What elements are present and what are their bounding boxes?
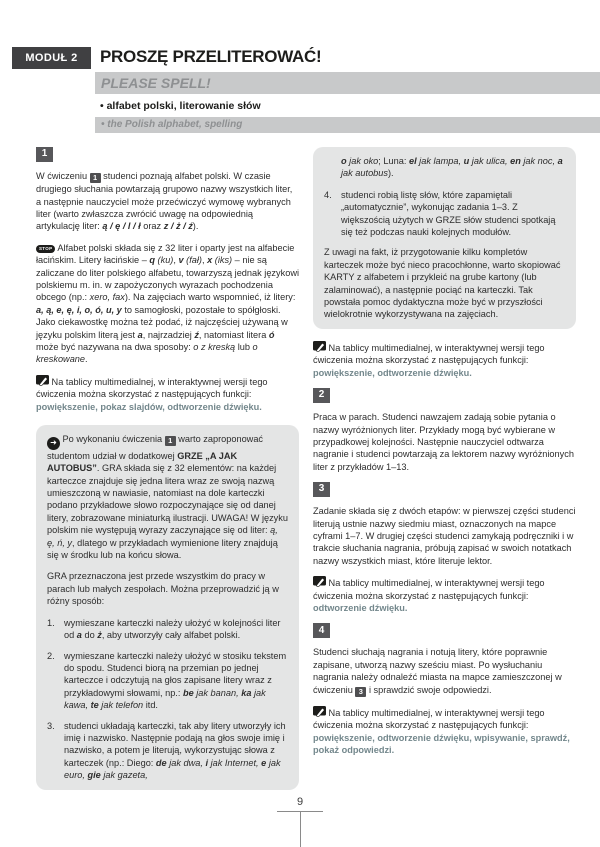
text-run: oraz (140, 221, 164, 232)
list-item (324, 189, 565, 239)
text-run: o (341, 156, 347, 166)
interactive-board-icon (36, 375, 49, 388)
two-column-body (36, 147, 576, 790)
section-1-badge: 1 (36, 147, 53, 162)
text-run: ka (241, 687, 252, 698)
subtitle-band (95, 72, 600, 94)
text-run: jak telefon (98, 700, 144, 711)
text-run: powiększenie, pokaz slajdów, odtworzenie dźwięku. (36, 401, 262, 412)
text-run: a (557, 156, 563, 166)
text-run: Zadanie składa się z dwóch etapów: w pierwszej części studenci literują ustnie nazwy siedmiu miast, oznaczonych na mapce cyframi 1–7. W drugiej części studenci zamykają podręczniki i w trakcie słuchania nagrania, próbują zapisać w swoich notatkach nazwy wszystkich miast, które literuje lektor. (313, 506, 576, 566)
list-item-text (64, 650, 288, 712)
text-run: powiększenie, odtworzenie dźwięku, wpisywanie, sprawdź, pokaż odpowiedzi. (313, 732, 570, 756)
text-run: studenci robią listę słów, które zapamiętali „automatycznie”, wykonując zadania 1–3. Z większością użytych w GRZE słów studenci spotkają się też podczas nauki kolejnych modułów. (341, 189, 556, 238)
section-2-badge: 2 (313, 388, 330, 403)
text-run: odtworzenie dźwięku. (313, 602, 408, 613)
text-run: jak noc, (520, 156, 558, 166)
text-run: jak Internet, (208, 757, 262, 768)
text-run: Alfabet polski składa się z 32 liter i oparty jest na alfabecie łacińskim. Litery łacińskie – (36, 242, 295, 266)
game-tip-box-left (36, 425, 299, 789)
text-run: jak autobus (341, 168, 388, 179)
text-run: ). (388, 168, 394, 179)
text-run: u (463, 156, 470, 166)
text-run: i (205, 757, 209, 768)
text-run: te (90, 700, 99, 711)
list-item-text (341, 189, 565, 239)
text-run: ź (194, 329, 199, 340)
list-marker: 1. (47, 617, 55, 628)
text-run: gie (87, 770, 101, 781)
text-run: . GRA składa się z 32 elementów: na każdej karteczce znajduje się jedna litera wraz ze swoją nazwą umieszczoną w nawiasie, natomiast na dole karteczki podano przykładowe słowo rozpoczynające się od danej litery, zobrazowane miniaturką ilustracji. UWAGA! W języku polskim nie występują wyrazy zaczynające się od liter: (47, 463, 288, 536)
text-run: , (201, 255, 208, 266)
text-run: jak banan, (193, 687, 242, 698)
text-run: Studenci słuchają nagrania i notują litery, które poprawnie zapisane, utworzą nazwy sześciu miast. Po wysłuchaniu nagrania należy odnaleźć miasta na mapce zamieszczonej w ćwiczeniu (313, 647, 562, 695)
text-run: a (137, 329, 143, 340)
text-run: ą, ę, ń, y (47, 525, 278, 548)
text-run: Na tablicy multimedialnej, w interaktywnej wersji tego ćwiczenia można skorzystać z następujących funkcji: (36, 376, 268, 400)
crop-mark-vertical (300, 812, 301, 847)
text-run: może być nazywana na dwa sposoby: (36, 342, 194, 353)
text-run: Na tablicy multimedialnej, w interaktywnej wersji tego ćwiczenia można skorzystać z następujących funkcji: (313, 707, 545, 731)
text-run: jak lampa, (416, 156, 464, 166)
text-run: powiększenie, odtworzenie dźwięku. (313, 367, 472, 378)
list-item-text (64, 617, 288, 642)
text-run: (iks) (212, 255, 233, 266)
text-run: , natomiast litera (198, 329, 269, 340)
text-run: en (510, 156, 521, 166)
text-run: jak kawa, (64, 687, 266, 711)
topic-line-en: • the Polish alphabet, spelling (101, 119, 243, 130)
text-run: Na tablicy multimedialnej, w interaktywnej wersji tego ćwiczenia można skorzystać z następujących funkcji: (313, 342, 545, 366)
list-item (47, 617, 288, 642)
section-3-badge: 3 (313, 482, 330, 497)
text-run: GRA przeznaczona jest przede wszystkim do pracy w parach lub małych zespołach. Można przeprowadzić ją w różny sposób: (47, 571, 279, 607)
text-run: (ku) (154, 255, 174, 266)
text-run: Praca w parach. Studenci nawzajem zadają sobie pytania o nazwy wyróżnionych liter. Przykłady mogą być wybierane w przypadkowej kolejności. Następnie nauczyciel odtwarza nagranie i studenci powtarzają za lektorem nazwy wyróżnionych liter z przykładów 1–13. (313, 412, 574, 472)
text-run: a (76, 630, 82, 641)
text-run: W ćwiczeniu (36, 171, 90, 181)
text-run: studenci układają karteczki, tak aby litery utworzyły ich imię i nazwisko. Następnie podają na głos swoje imię i nazwisko, a potem je literują, wykorzystując słowa z karteczek (np.: Diego: (64, 720, 286, 768)
text-run: jak ulica, (469, 156, 511, 166)
text-run: wymieszane karteczki należy ułożyć w stosiku tekstem do spodu. Studenci biorą na przemian po jednej karteczce i odczytują na głos zapisane litery wraz z przykładowymi słowami, np.: (64, 650, 287, 698)
game-tip-box-right (313, 147, 576, 329)
paragraph-exercise-1-intro (36, 170, 299, 233)
text-run: Na tablicy multimedialnej, w interaktywnej wersji tego ćwiczenia można skorzystać z następujących funkcji: (313, 578, 545, 601)
text-run: ą / ę / l / ł (102, 221, 141, 232)
paragraph-game-intro (47, 433, 288, 561)
right-column (313, 147, 576, 790)
paragraph-cards-advice (324, 246, 565, 320)
text-run: i sprawdzić swoje odpowiedzi. (366, 684, 492, 695)
page-subtitle-en: PLEASE SPELL! (101, 75, 211, 91)
inline-exercise-badge: 1 (165, 436, 176, 446)
left-column (36, 147, 299, 790)
interactive-board-icon (313, 576, 326, 589)
text-run: xero, fax (89, 292, 125, 303)
text-run: do (81, 630, 98, 641)
text-run: itd. (143, 700, 158, 711)
text-run: to samogłoski, pozostałe to spółgłoski. Jako ciekawostkę można też podać, iż najczęściej używaną w języku polskim literą jest (36, 304, 288, 340)
text-run: ó (268, 329, 275, 340)
text-run: , (173, 255, 179, 266)
list-item (47, 650, 288, 712)
paragraph-board-functions-4 (313, 706, 576, 757)
paragraph-exercise-4 (313, 646, 576, 696)
list-item (47, 720, 288, 782)
text-run: , aby utworzyły cały alfabet polski. (101, 630, 241, 641)
text-run: jak gazeta, (100, 770, 148, 781)
arrow-icon: ➜ (47, 437, 60, 450)
text-run: jak euro, (64, 757, 281, 781)
text-run: warto zaproponować studentom udział w dodatkowej (47, 434, 264, 461)
text-run: z / ż / ź (163, 221, 193, 232)
text-run: GRZE „A JAK AUTOBUS” (47, 450, 238, 474)
text-run: jak dwa, (166, 757, 206, 768)
inline-exercise-badge: 3 (355, 687, 366, 697)
page-number: 9 (296, 796, 304, 808)
interactive-board-icon (313, 341, 326, 354)
paragraph-exercise-2 (313, 411, 576, 473)
paragraph-stop-note (36, 242, 299, 366)
paragraph-board-functions-1 (36, 375, 299, 413)
text-run: o kreskowane (36, 342, 258, 365)
text-run: q (149, 255, 155, 266)
list-item-text (64, 720, 288, 782)
text-run: Z uwagi na fakt, iż przygotowanie kilku kompletów karteczek może być nieco pracochłonne, warto skopiować KARTY z alfabetem i przykleić na grube kartony (lub zalaminować), a następnie pociąć na karteczki. Tak powstała pomoc dydaktyczna może być w przyszłości wielokrotnie wykorzystywana na zajęciach. (324, 247, 561, 320)
text-run: ). Na zajęciach warto wspomnieć, iż litery: (124, 292, 296, 303)
text-run: studenci poznają alfabet polski. W czasie drugiego słuchania powtarzają grupowo nazwy wszystkich liter, a następnie nauczyciel może przećwiczyć wymowę wybranych liter (warto zwłaszcza zwrócić uwagę na odpowiednią artykulację liter: (36, 171, 293, 232)
text-run: a, ą, e, ę, i, o, ó, u, y (36, 304, 122, 315)
text-run: , najrzadziej (142, 329, 195, 340)
paragraph-board-functions-2 (313, 341, 576, 379)
text-run: wymieszane karteczki należy ułożyć w kolejności liter od (64, 617, 281, 641)
text-run: Po wykonaniu ćwiczenia (60, 434, 165, 445)
text-run: o z kreską (193, 342, 236, 353)
text-run: e (261, 757, 267, 768)
text-run: . (85, 354, 88, 365)
topic-line-pl: • alfabet polski, literowanie słów (100, 100, 261, 112)
text-run: , dlatego w przykładach wymienione litery znajdują się w środku lub na końcu słowa. (47, 537, 278, 561)
text-run: – nie są zaliczane do liter polskiego alfabetu, towarzyszą jednak językowi polskiemu m. in. w zapożyczonych wyrazach pochodzenia obcego (np.: (36, 255, 300, 303)
interactive-board-icon (313, 706, 326, 719)
list-marker: 3. (47, 720, 55, 731)
module-label: MODUŁ 2 (12, 47, 91, 69)
stop-icon: STOP (36, 245, 55, 254)
text-run: x (207, 255, 213, 266)
text-run: lub (235, 342, 253, 353)
section-4-badge: 4 (313, 623, 330, 638)
list-marker: 4. (324, 189, 332, 200)
list-marker: 2. (47, 650, 55, 661)
paragraph-board-functions-3 (313, 576, 576, 614)
text-run: de (155, 757, 167, 768)
topic-band-en (95, 117, 600, 133)
inline-exercise-badge: 1 (90, 173, 101, 183)
paragraph-exercise-3 (313, 505, 576, 567)
text-run: ż (97, 630, 102, 641)
text-run: el (408, 156, 417, 166)
text-run: v (178, 255, 184, 266)
paragraph-game-usage (47, 570, 288, 607)
list-item-3-continuation (324, 155, 565, 180)
text-run: (fał) (183, 255, 202, 266)
text-run: ). (192, 221, 199, 232)
text-run: jak oko (346, 156, 379, 166)
text-run: ; Luna: (378, 156, 409, 166)
text-run: be (182, 687, 194, 698)
page-title: PROSZĘ PRZELITEROWAĆ! (100, 47, 322, 66)
